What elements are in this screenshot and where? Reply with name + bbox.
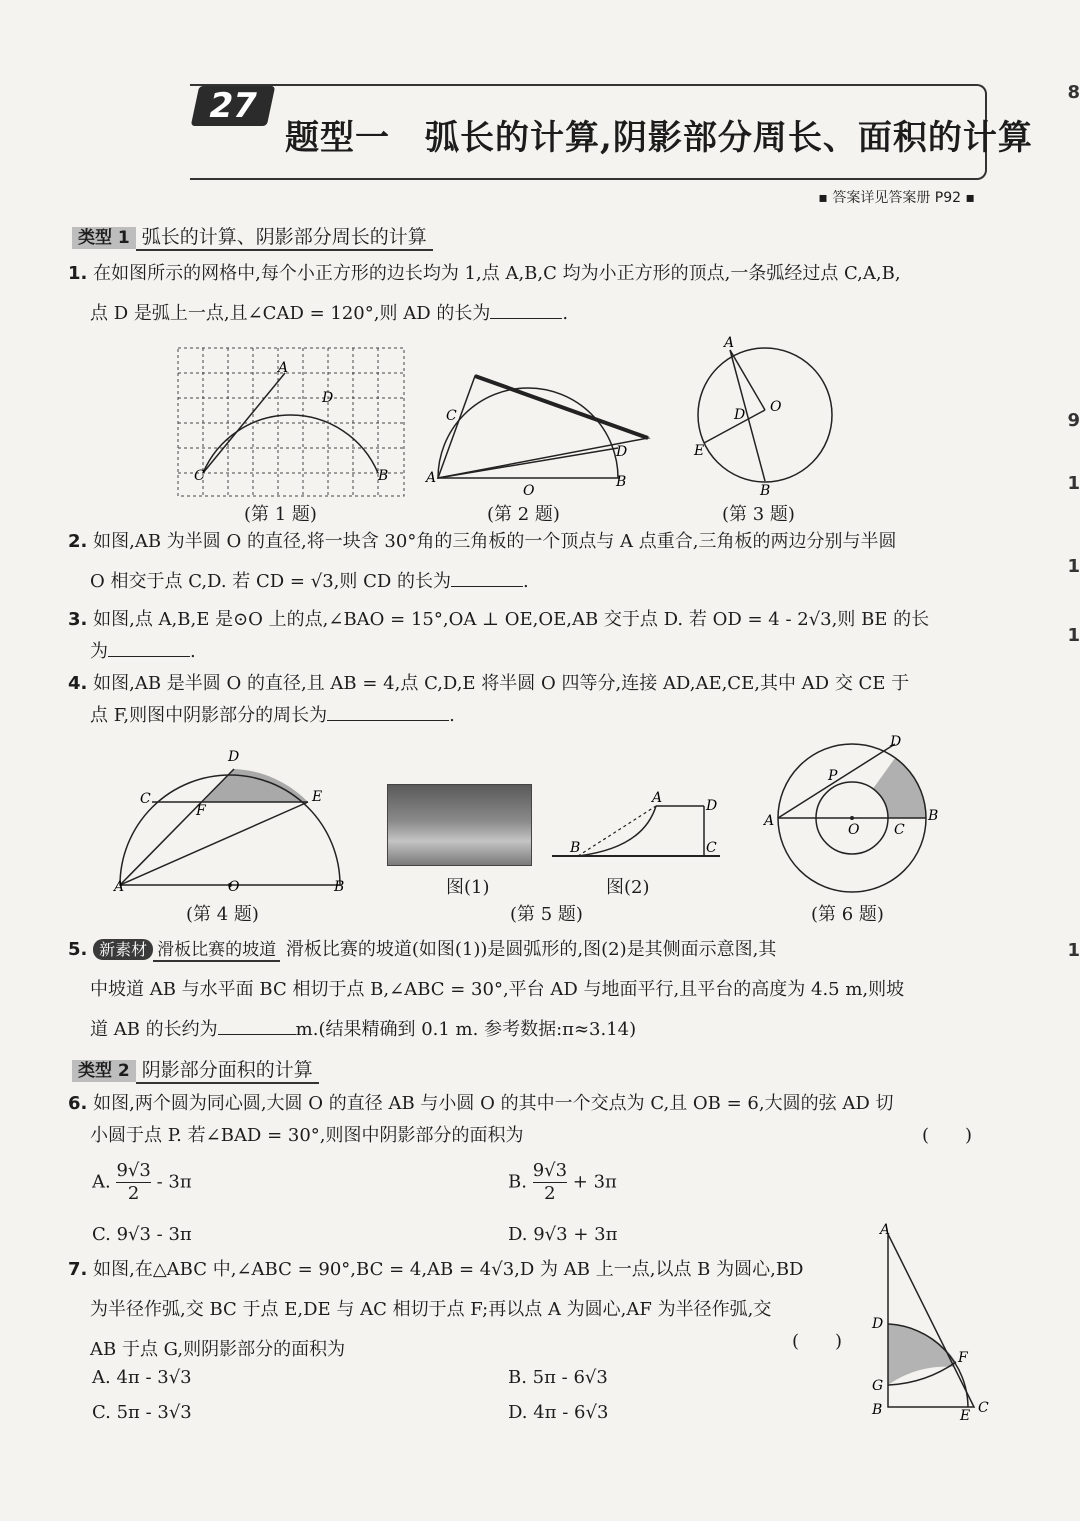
skate-ramp-photo [387,784,532,866]
label-F: F [958,1350,968,1366]
label-C: C [978,1400,989,1416]
question-text: 为 [90,641,108,662]
label-D: D [890,734,902,750]
caption-fig1: (第 1 题) [244,504,317,525]
question-text: 道 AB 的长约为 [90,1019,218,1040]
question-text: 如图,AB 为半圆 O 的直径,将一块含 30°角的三角板的一个顶点与 A 点重合,三角板的两边分别与半圆 [93,531,897,552]
label-B: B [760,483,771,499]
answer-blank[interactable] [451,586,523,587]
question-text: 在如图所示的网格中,每个小正方形的边长均为 1,点 A,B,C 均为小正方形的顶点,一条弧经过点 C,A,B, [93,263,901,284]
badge-title: 滑板比赛的坡道 [153,940,280,962]
option-D[interactable]: D. 4π - 6√3 [508,1402,609,1423]
type2-title: 阴影部分面积的计算 [136,1059,319,1084]
label-B: B [872,1402,883,1418]
question-number: 4. [68,673,88,694]
question-number: 3. [68,609,88,630]
option-D[interactable]: D. 9√3 + 3π [508,1224,618,1245]
label-D: D [706,798,718,814]
caption-fig4: (第 4 题) [186,904,259,925]
figure-1-arc [203,415,378,473]
label-B: B [616,474,627,490]
caption-fig5: (第 5 题) [510,904,583,925]
type1-title: 弧长的计算、阴影部分周长的计算 [136,226,433,251]
question-text: O 相交于点 C,D. 若 CD = √3,则 CD 的长为 [90,571,452,592]
figure-2 [438,376,648,478]
label-O: O [848,822,860,838]
label-B: B [928,808,939,824]
page-title: 题型一 弧长的计算,阴影部分周长、面积的计算 [285,118,1033,158]
option-C[interactable]: C. 9√3 - 3π [92,1224,192,1245]
label-A: A [114,879,125,895]
caption-fig6: (第 6 题) [811,904,884,925]
question-1: 1. 在如图所示的网格中,每个小正方形的边长均为 1,点 A,B,C 均为小正方形的顶点,一条弧经过点 C,A,B, 点 D 是弧上一点,且∠CAD = 120°,则 AD 的长为 . [68,263,901,324]
question-text: 小圆于点 P. 若∠BAD = 30°,则图中阴影部分的面积为 [90,1125,524,1146]
answer-blank[interactable] [490,318,562,319]
label-B: B [570,840,581,856]
type2-heading [72,1055,319,1082]
label-E: E [694,443,705,459]
label-F: F [196,803,206,819]
label-P: P [828,768,838,784]
question-2: 2. 如图,AB 为半圆 O 的直径,将一块含 30°角的三角板的一个顶点与 A 点重合,三角板的两边分别与半圆 O 相交于点 C,D. 若 CD = √3,则 CD 的长为 . [68,531,897,592]
label-A: A [652,790,663,806]
figure-7 [866,1222,996,1427]
label-A: A [724,335,735,351]
label-G: G [872,1378,884,1394]
side-number: 1 [1067,473,1080,494]
label-E: E [960,1408,971,1424]
label-C: C [706,840,717,856]
question-number: 6. [68,1093,88,1114]
answer-blank[interactable] [108,656,190,657]
side-number: 8 [1067,82,1080,103]
label-A: A [278,360,289,376]
question-text: 如图,两个圆为同心圆,大圆 O 的直径 AB 与小圆 O 的其中一个交点为 C,且 OB = 6,大圆的弦 AD 切 [93,1093,894,1114]
question-5: 5. 新素材 滑板比赛的坡道 滑板比赛的坡道(如图(1))是圆弧形的,图(2)是其侧面示意图,其 中坡道 AB 与水平面 BC 相切于点 B,∠ABC = 30°,平台 AD 与地面平行,且平台的高度为 4.5 m,则坡 道 AB 的长约为 m.(结果精确到 0.1 m. 参考数据:π≈3.14) [68,939,905,1040]
question-text: 点 F,则图中阴影部分的周长为 [90,705,328,726]
answer-choice-paren[interactable]: ( ) [792,1331,843,1352]
figure-4 [110,745,360,895]
question-text: 滑板比赛的坡道(如图(1))是圆弧形的,图(2)是其侧面示意图,其 [285,939,777,960]
type1-heading [72,222,433,249]
question-text: AB 于点 G,则阴影部分的面积为 [90,1339,346,1360]
label-B: B [334,879,345,895]
side-number: 1 [1067,940,1080,961]
label-O: O [228,879,240,895]
question-text: 如图,AB 是半圆 O 的直径,且 AB = 4,点 C,D,E 将半圆 O 四等分,连接 AD,AE,CE,其中 AD 交 CE 于 [93,673,910,694]
question-text: 中坡道 AB 与水平面 BC 相切于点 B,∠ABC = 30°,平台 AD 与地面平行,且平台的高度为 4.5 m,则坡 [90,979,905,1000]
figure-6 [760,730,940,900]
figures-row-1 [170,340,670,505]
caption-fig2: (第 2 题) [487,504,560,525]
label-A: A [764,813,775,829]
label-D: D [322,390,334,406]
option-A[interactable]: A. $\frac{9√3}{2}$ - 3π [92,1160,192,1204]
type1-tag: 类型 1 [72,227,136,249]
question-7 [68,1250,858,1370]
answer-blank[interactable] [218,1034,296,1035]
question-6 [68,1088,998,1152]
question-text: 点 D 是弧上一点,且∠CAD = 120°,则 AD 的长为 [90,303,491,324]
label-D: D [228,749,240,765]
label-E: E [312,789,323,805]
question-number: 5. [68,939,88,960]
question-text: 如图,点 A,B,E 是⊙O 上的点,∠BAO = 15°,OA ⊥ OE,OE,AB 交于点 D. 若 OD = 4 - 2√3,则 BE 的长 [93,609,930,630]
label-C: C [446,408,457,424]
section-number-badge: 27 [191,86,276,126]
question-4: 4. 如图,AB 是半圆 O 的直径,且 AB = 4,点 C,D,E 将半圆 O 四等分,连接 AD,AE,CE,其中 AD 交 CE 于 点 F,则图中阴影部分的周长为 . [68,673,910,726]
label-C: C [140,791,151,807]
answer-blank[interactable] [327,720,449,721]
question-text: 为半径作弧,交 BC 于点 E,DE 与 AC 相切于点 F;再以点 A 为圆心,AF 为半径作弧,交 [90,1299,772,1320]
answer-reference: ▪ 答案详见答案册 P92 ▪ [818,190,975,206]
figure-1-grid [178,348,404,496]
figure-5-diagram [548,790,728,870]
question-number: 1. [68,263,88,284]
caption-fig3: (第 3 题) [722,504,795,525]
figure-3 [690,335,840,500]
label-C: C [894,822,905,838]
label-C: C [194,468,205,484]
question-text: 如图,在△ABC 中,∠ABC = 90°,BC = 4,AB = 4√3,D 为 AB 上一点,以点 B 为圆心,BD [93,1259,804,1280]
side-number: 1 [1067,556,1080,577]
question-3: 3. 如图,点 A,B,E 是⊙O 上的点,∠BAO = 15°,OA ⊥ OE,OE,AB 交于点 D. 若 OD = 4 - 2√3,则 BE 的长 为 . [68,609,930,662]
label-A: A [426,470,437,486]
new-material-badge: 新素材 [93,939,153,960]
option-B[interactable]: B. $\frac{9√3}{2}$ + 3π [508,1160,617,1204]
question-number: 7. [68,1259,88,1280]
caption-img2: 图(2) [606,877,650,898]
label-D: D [872,1316,884,1332]
label-O: O [770,399,782,415]
label-O: O [523,483,535,499]
side-number: 1 [1067,625,1080,646]
label-B: B [378,468,389,484]
label-D: D [616,444,628,460]
label-D: D [734,407,746,423]
label-A: A [880,1222,891,1238]
option-A[interactable]: A. 4π - 3√3 [92,1367,192,1388]
type2-tag: 类型 2 [72,1060,136,1082]
answer-choice-paren[interactable]: ( ) [922,1125,973,1146]
side-number: 9 [1067,410,1080,431]
caption-img1: 图(1) [446,877,490,898]
question-number: 2. [68,531,88,552]
option-C[interactable]: C. 5π - 3√3 [92,1402,192,1423]
option-B[interactable]: B. 5π - 6√3 [508,1367,608,1388]
